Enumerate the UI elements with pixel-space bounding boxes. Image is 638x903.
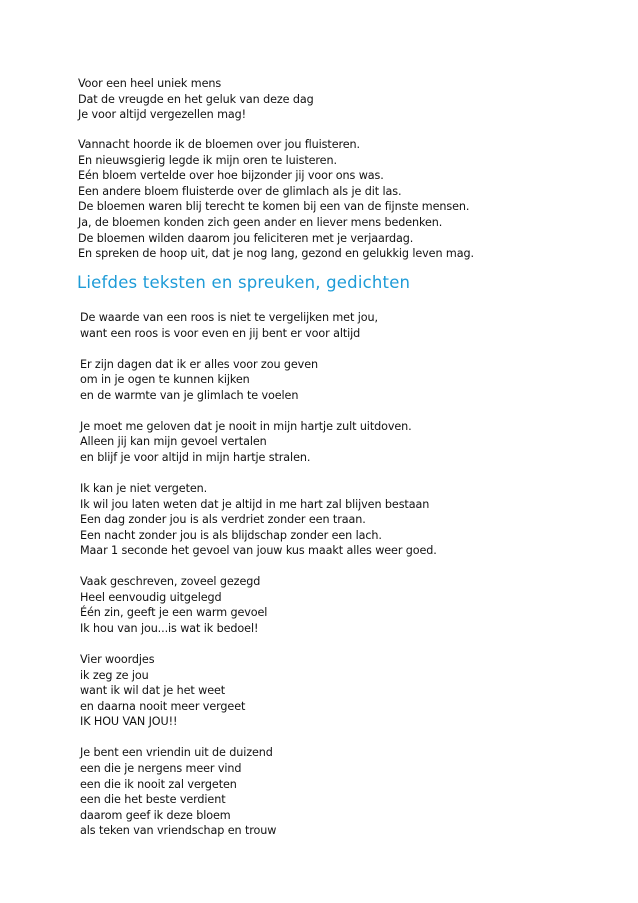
poem-line: en daarna nooit meer vergeet [80,699,246,713]
poem-stanza [80,481,620,559]
poem-line: De waarde van een roos is niet te vergelijken met jou, [80,311,378,324]
intro-verse [78,76,618,123]
intro-line: Dat de vreugde en het geluk van deze dag [78,92,314,106]
poem-line: daarom geef ik deze bloem [80,808,231,822]
poem-stanza [80,310,620,341]
story-line: Eén bloem vertelde over hoe bijzonder jij voor ons was. [78,169,384,183]
poem-line: Vaak geschreven, zoveel gezegd [80,575,261,589]
poem-line: Één zin, geeft je een warm gevoel [80,606,268,620]
poem-stanza [80,419,620,466]
poem-line: Een nacht zonder jou is als blijdschap zonder een lach. [80,528,382,542]
story-line: Een andere bloem fluisterde over de glimlach als je dit las. [78,184,402,198]
story-line: De bloemen waren blij terecht te komen bij een van de fijnste mensen. [78,200,470,214]
section-heading: Liefdes teksten en spreuken, gedichten [77,273,411,292]
poem-line: Een dag zonder jou is als verdriet zonder een traan. [80,513,366,527]
poem-line: ik zeg ze jou [80,668,149,682]
poem-line: want een roos is voor even en jij bent er voor altijd [80,326,361,340]
intro-line: Voor een heel uniek mens [78,77,222,90]
poem-line: want ik wil dat je het weet [80,684,226,698]
poem-stanza [80,652,620,730]
story-line: En nieuwsgierig legde ik mijn oren te luisteren. [78,153,337,167]
story-line: Ja, de bloemen konden zich geen ander en liever mens bedenken. [78,215,443,229]
flower-story-verse [78,137,618,262]
story-line: De bloemen wilden daarom jou feliciteren met je verjaardag. [78,231,414,245]
poem-line: Ik wil jou laten weten dat je altijd in me hart zal blijven bestaan [80,497,430,511]
poem-line: Maar 1 seconde het gevoel van jouw kus maakt alles weer goed. [80,544,437,558]
poem-line: Vier woordjes [80,653,155,667]
poem-stanza [80,745,620,839]
poem-stanza [80,357,620,404]
poem-stanza [80,574,620,636]
poem-line: en de warmte van je glimlach te voelen [80,388,299,402]
poem-line: Er zijn dagen dat ik er alles voor zou geven [80,357,318,371]
story-line: En spreken de hoop uit, dat je nog lang, gezond en gelukkig leven mag. [78,247,474,261]
poem-line: Je moet me geloven dat je nooit in mijn hartje zult uitdoven. [80,419,412,433]
poem-line: een die ik nooit zal vergeten [80,777,237,791]
poem-line: Ik kan je niet vergeten. [80,481,208,495]
intro-line: Je voor altijd vergezellen mag! [78,108,247,122]
poem-line: en blijf je voor altijd in mijn hartje stralen. [80,450,311,464]
poem-line: Heel eenvoudig uitgelegd [80,590,222,604]
poems-list [80,310,620,854]
poem-line: Ik hou van jou...is wat ik bedoel! [80,622,259,636]
poem-line: Je bent een vriendin uit de duizend [80,746,273,760]
poem-line: een die het beste verdient [80,793,226,807]
poem-line: Alleen jij kan mijn gevoel vertalen [80,435,267,449]
poem-line: om in je ogen te kunnen kijken [80,373,250,387]
poem-line: een die je nergens meer vind [80,762,242,775]
poem-line: als teken van vriendschap en trouw [80,824,277,838]
story-line: Vannacht hoorde ik de bloemen over jou fluisteren. [78,138,360,151]
poem-line: IK HOU VAN JOU!! [80,715,178,729]
